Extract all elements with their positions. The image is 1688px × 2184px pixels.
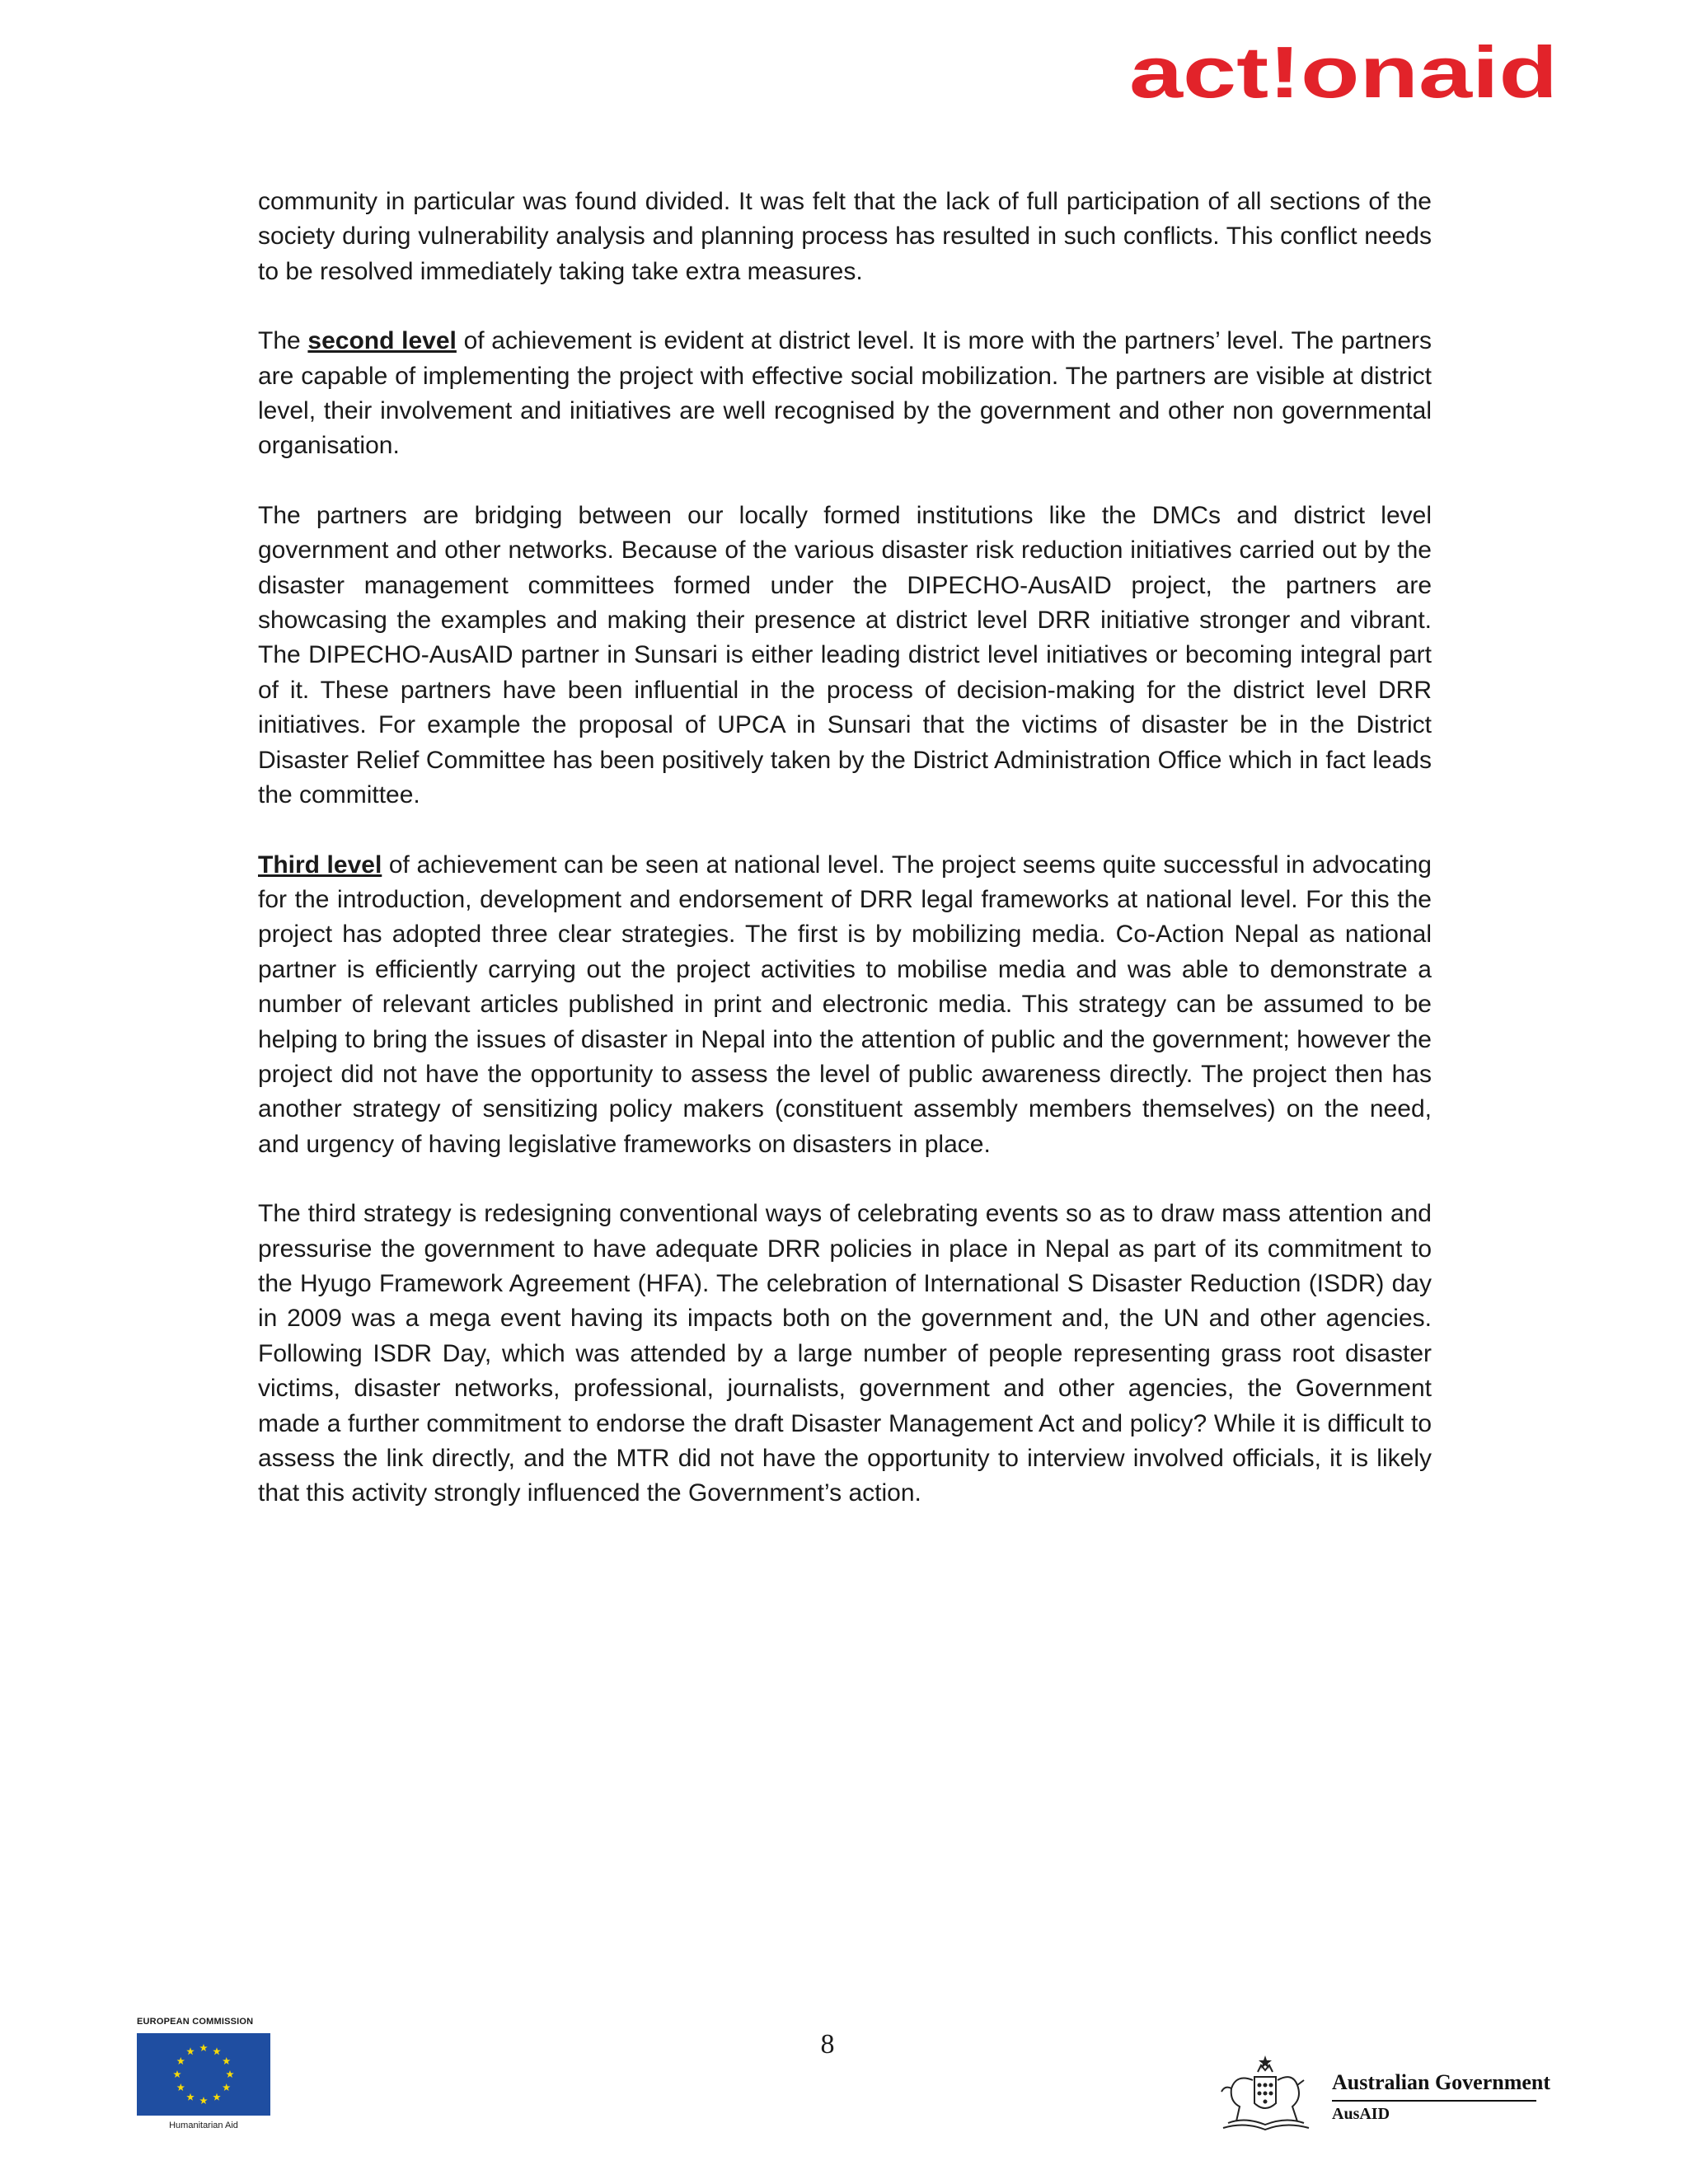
second-level-emphasis: second level [307, 327, 457, 355]
third-level-emphasis: Third level [258, 851, 382, 879]
aus-government-title: Australian Government [1332, 2070, 1551, 2094]
actionaid-logo [1129, 43, 1559, 107]
actionaid-logo-mark [1129, 43, 1559, 107]
paragraph-4 [258, 848, 1432, 1163]
paragraph-4-text: of achievement can be seen at national level. The project seems quite successful in advocating for the introduction, development and endorsement of DRR legal frameworks at national level. For this the project has adopted three clear strategies. The first is by mobilizing media. Co-Action Nepal as national partner is efficiently carrying out the project activities to mobilise media and was able to demonstrate a number of relevant articles published in print and electronic media. This strategy can be assumed to be helping to bring the issues of disaster in Nepal into the attention of public and the government; however the project did not have the opportunity to assess the level of public awareness directly. The project then has another strategy of sensitizing policy makers (constituent assembly members themselves) on the need, and urgency of having legislative frameworks on disasters in place. [258, 851, 1432, 1158]
paragraph-2-lead: The [258, 327, 308, 355]
paragraph-2 [258, 324, 1432, 464]
ec-title: EUROPEAN COMMISSION [137, 2017, 254, 2027]
paragraph-1: community in particular was found divided. It was felt that the lack of full participation of all sections of the society during vulnerability analysis and planning process has resulted in such conflicts. This conflict needs to be resolved immediately taking take extra measures. [258, 188, 1432, 285]
actionaid-logo-text: act!onaid [1129, 43, 1558, 107]
page-number: 8 [820, 2029, 835, 2060]
paragraph-3: The partners are bridging between our locally formed institutions like the DMCs and district level government and other networks. Because of the various disaster risk reduction initiatives carried out by the disaster management committees formed under the DIPECHO-AusAID project, the partners are showcasing the examples and making their presence at district level DRR initiative stronger and vibrant. The DIPECHO-AusAID partner in Sunsari is either leading district level initiatives or becoming integral part of it. These partners have been influential in the process of decision-making for the district level DRR initiatives. For example the proposal of UPCA in Sunsari that the victims of disaster be in the District Disaster Relief Committee has been positively taken by the District Administration Office which in fact leads the committee. [258, 501, 1432, 809]
document-body [258, 185, 1432, 1546]
paragraph-2-text: of achievement is evident at district level. It is more with the partners’ level. The partners are capable of implementing the project with effective social mobilization. The partners are visible at district level, their involvement and initiatives are well recognised by the government and other non governmental organisation. [258, 327, 1432, 460]
coat-of-arms-icon [1212, 2052, 1319, 2135]
australian-government-logo [1212, 2052, 1551, 2135]
aus-divider [1332, 2100, 1536, 2102]
paragraph-5: The third strategy is redesigning conventional ways of celebrating events so as to draw mass attention and pressurise the government to have adequate DRR policies in place in Nepal as part of its commitment to the Hyugo Framework Agreement (HFA). The celebration of International S Disaster Reduction (ISDR) day in 2009 was a mega event having its impacts both on the government and, the UN and other agencies. Following ISDR Day, which was attended by a large number of people representing grass root disaster victims, disaster networks, professional, journalists, government and other agencies, the Government made a further commitment to endorse the draft Disaster Management Act and policy? While it is difficult to assess the link directly, and the MTR did not have the opportunity to interview involved officials, it is likely that this activity strongly influenced the Government’s action. [258, 1200, 1432, 1507]
ausaid-subtitle: AusAID [1332, 2105, 1390, 2123]
ec-subtitle: Humanitarian Aid [169, 2121, 238, 2130]
eu-flag-icon [137, 2033, 270, 2116]
european-commission-logo [137, 2017, 274, 2130]
